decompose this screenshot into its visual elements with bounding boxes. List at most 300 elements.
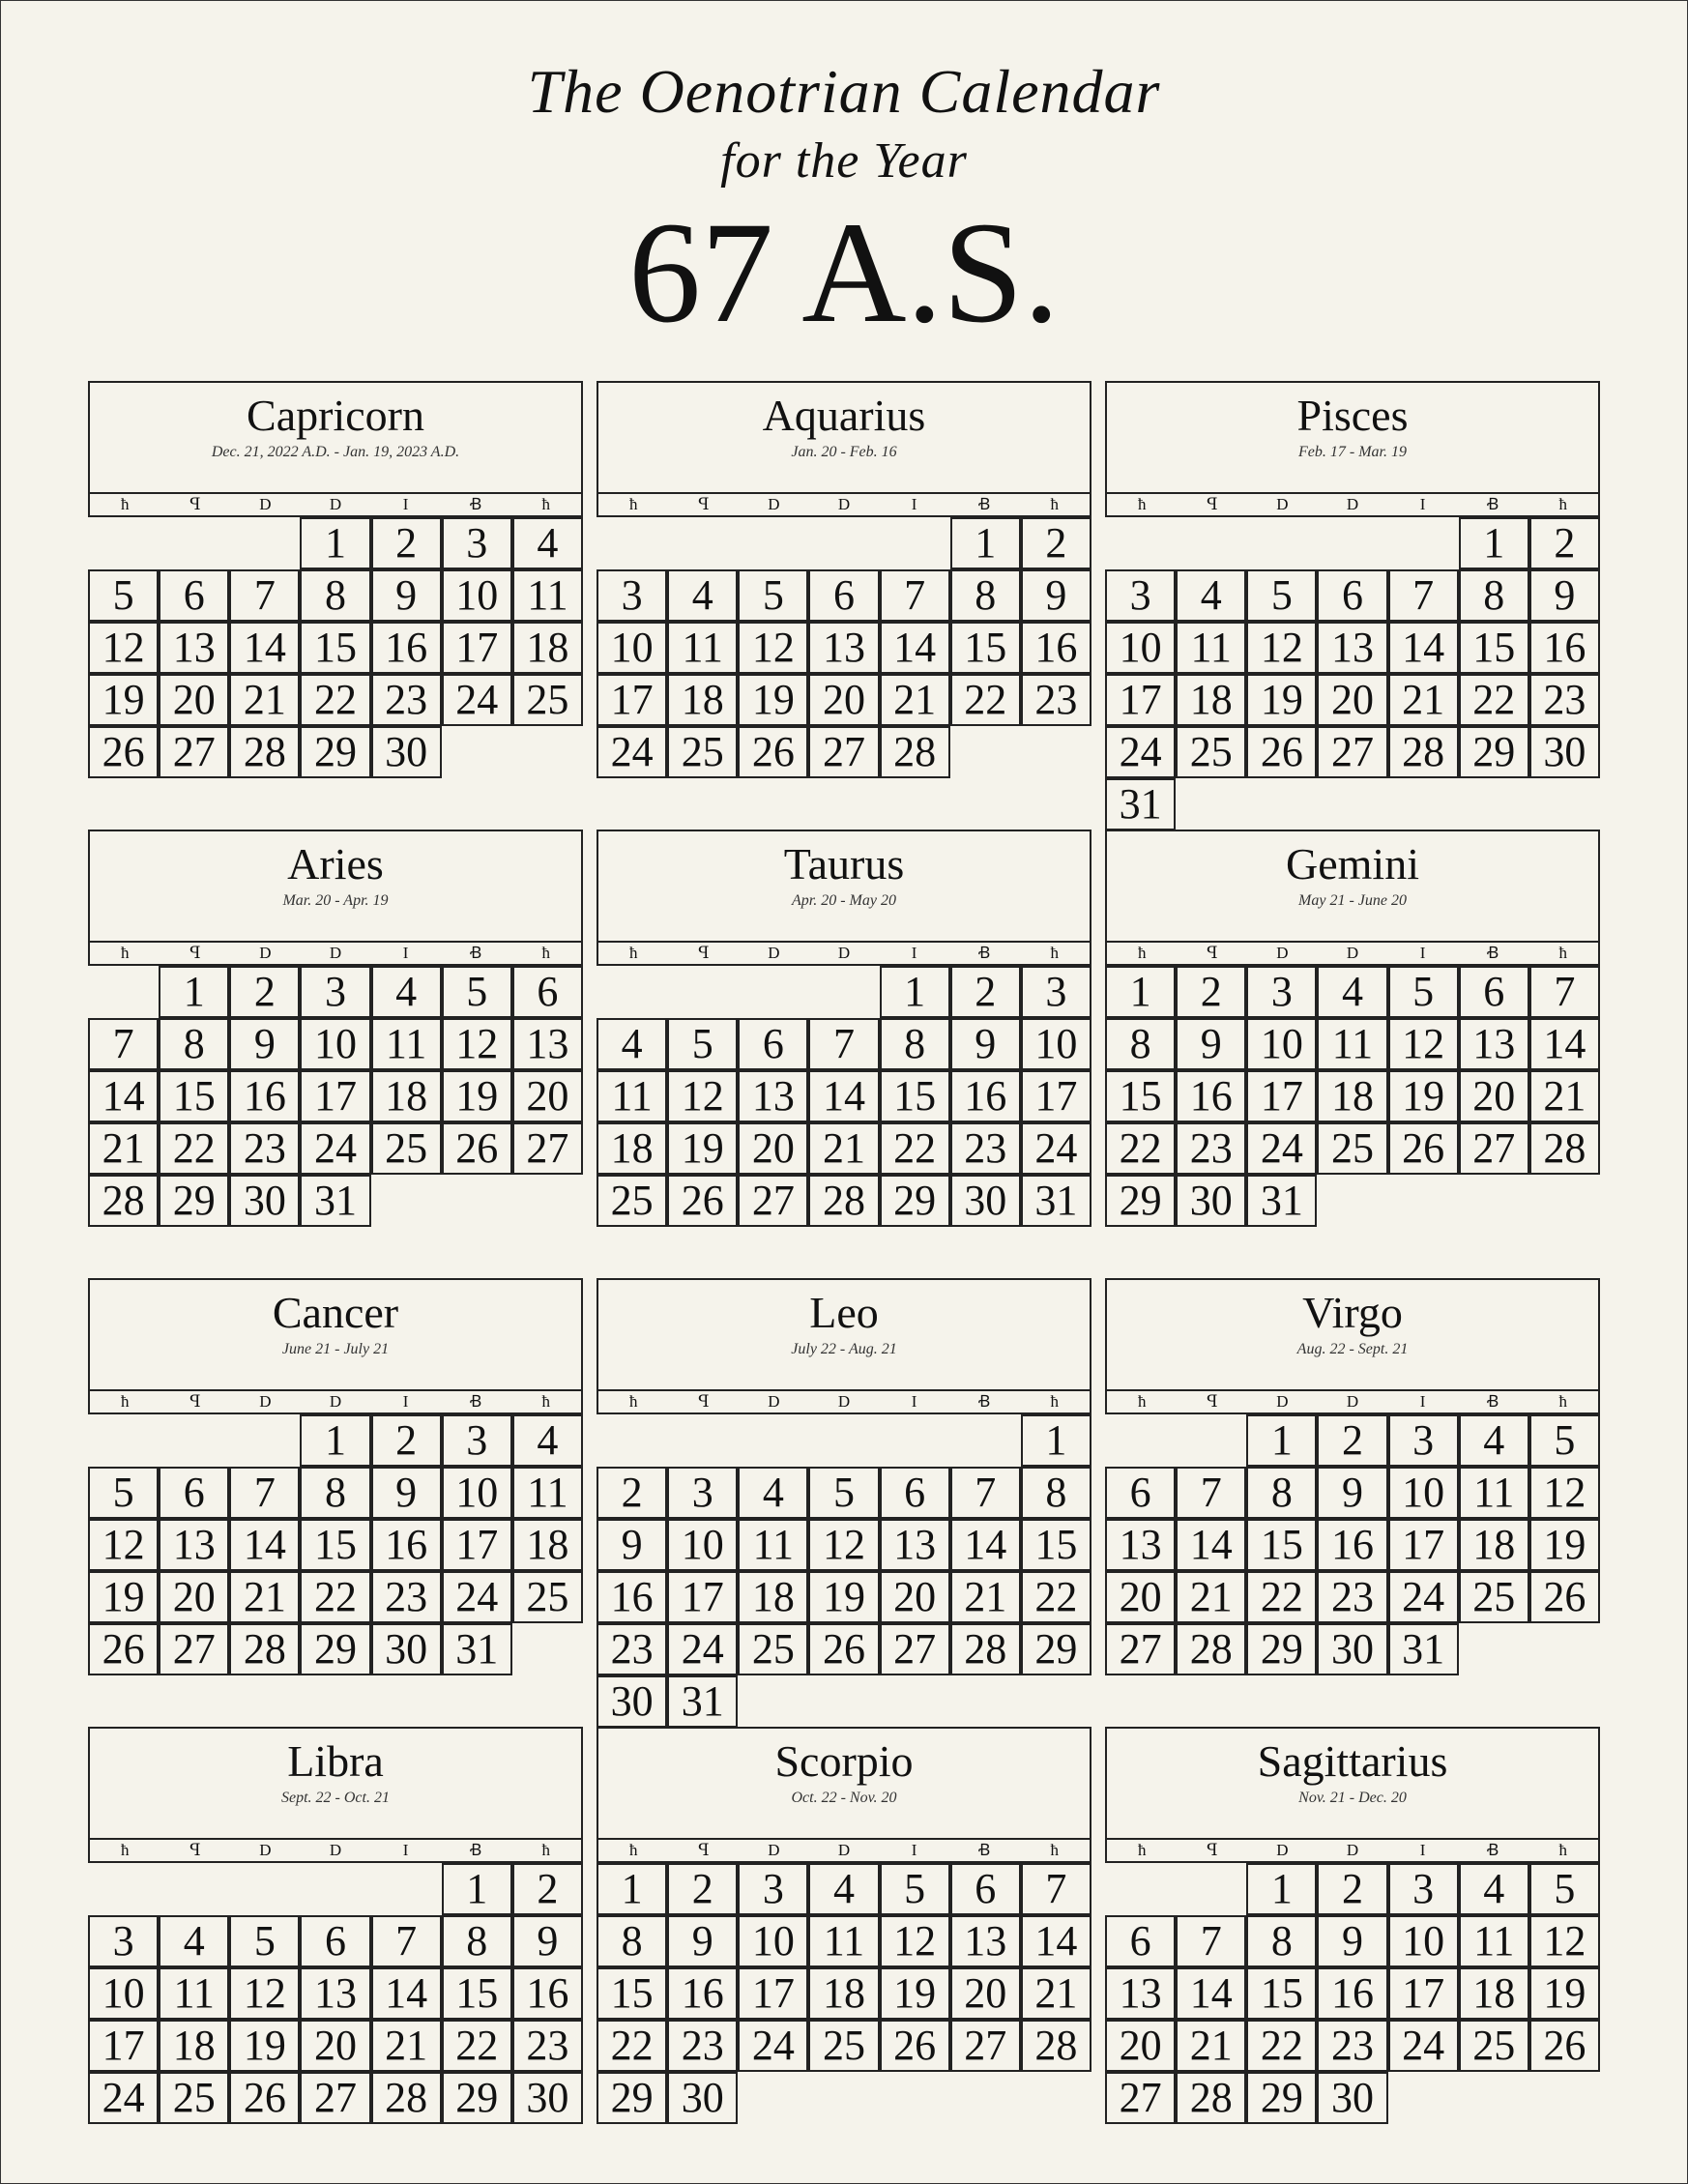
weekday-label: ħ (1558, 1841, 1567, 1859)
day-cell: 21 (1529, 1070, 1600, 1122)
day-cell: 2 (597, 1467, 667, 1519)
day-cell: 26 (1529, 2020, 1600, 2072)
day-cell: 2 (1317, 1414, 1387, 1467)
day-cell: 18 (1459, 1519, 1529, 1571)
day-cell: 25 (738, 1623, 808, 1675)
month-name: Aquarius (762, 391, 926, 440)
weekday-label: Ꞗ (1487, 1841, 1499, 1859)
day-cell: 30 (371, 726, 442, 778)
weekday-header-row (88, 941, 583, 966)
weekday-header-row (597, 941, 1091, 966)
day-cell: 9 (1529, 569, 1600, 622)
day-grid (1105, 517, 1600, 828)
weekday-label: D (1346, 1392, 1359, 1411)
day-cell: 29 (300, 726, 370, 778)
day-cell: 30 (1317, 1623, 1387, 1675)
day-cell: 15 (1021, 1519, 1091, 1571)
day-cell: 1 (1459, 517, 1529, 569)
day-cell: 29 (1105, 1175, 1176, 1227)
day-cell: 25 (597, 1175, 667, 1227)
day-cell: 2 (1317, 1863, 1387, 1915)
day-cell: 16 (1529, 622, 1600, 674)
day-cell: 22 (1246, 2020, 1317, 2072)
month-header (597, 830, 1091, 941)
day-cell: 26 (808, 1623, 879, 1675)
weekday-label: D (329, 495, 342, 513)
day-cell: 16 (950, 1070, 1021, 1122)
weekday-label: D (1276, 1841, 1289, 1859)
day-cell: 22 (300, 1571, 370, 1623)
day-cell: 14 (1529, 1018, 1600, 1070)
month-name: Cancer (272, 1288, 399, 1337)
day-cell: 13 (1317, 622, 1387, 674)
day-cell: 12 (1246, 622, 1317, 674)
day-cell: 9 (512, 1915, 583, 1967)
day-cell: 22 (442, 2020, 512, 2072)
day-cell: 6 (1105, 1915, 1176, 1967)
day-cell: 19 (88, 1571, 159, 1623)
day-cell: 17 (597, 674, 667, 726)
day-cell: 17 (300, 1070, 370, 1122)
day-cell: 5 (1246, 569, 1317, 622)
day-cell: 4 (667, 569, 738, 622)
day-cell: 25 (512, 674, 583, 726)
month-header (597, 1278, 1091, 1389)
day-cell: 29 (880, 1175, 950, 1227)
day-cell: 29 (159, 1175, 229, 1227)
day-cell: 11 (1176, 622, 1246, 674)
weekday-label: ħ (1558, 1392, 1567, 1411)
day-cell: 10 (300, 1018, 370, 1070)
weekday-label: D (768, 1841, 780, 1859)
day-cell: 4 (1317, 966, 1387, 1018)
weekday-label: I (402, 495, 409, 513)
day-cell: 30 (1176, 1175, 1246, 1227)
month-date-range: May 21 - June 20 (1298, 892, 1407, 909)
day-cell: 27 (1105, 2072, 1176, 2124)
weekday-label: ꟼ (189, 944, 201, 962)
day-cell: 7 (229, 569, 300, 622)
day-cell: 9 (597, 1519, 667, 1571)
day-cell: 15 (300, 1519, 370, 1571)
day-cell: 9 (371, 569, 442, 622)
month-header (1105, 830, 1600, 941)
day-cell: 17 (1105, 674, 1176, 726)
day-cell: 4 (1459, 1863, 1529, 1915)
day-cell: 6 (808, 569, 879, 622)
day-cell: 7 (1176, 1467, 1246, 1519)
day-cell: 28 (229, 1623, 300, 1675)
day-cell: 15 (597, 1967, 667, 2020)
weekday-label: ħ (1138, 1841, 1147, 1859)
day-cell: 13 (1105, 1967, 1176, 2020)
weekday-label: D (837, 1392, 851, 1411)
day-cell: 14 (808, 1070, 879, 1122)
day-cell: 23 (1317, 2020, 1387, 2072)
day-cell: 9 (229, 1018, 300, 1070)
day-cell: 6 (1317, 569, 1387, 622)
day-cell: 20 (880, 1571, 950, 1623)
day-cell: 18 (667, 674, 738, 726)
day-cell: 12 (1388, 1018, 1459, 1070)
day-cell: 30 (512, 2072, 583, 2124)
day-cell: 24 (738, 2020, 808, 2072)
day-cell: 31 (667, 1675, 738, 1728)
month-aquarius (597, 381, 1091, 778)
day-cell: 20 (1105, 2020, 1176, 2072)
day-cell: 14 (1176, 1519, 1246, 1571)
day-cell: 14 (1021, 1915, 1091, 1967)
month-cancer (88, 1278, 583, 1675)
day-cell: 16 (371, 1519, 442, 1571)
calendar-title: The Oenotrian Calendar (527, 57, 1161, 126)
weekday-label: D (259, 1392, 272, 1411)
day-cell: 20 (738, 1122, 808, 1175)
month-header (1105, 1278, 1600, 1389)
day-cell: 31 (300, 1175, 370, 1227)
weekday-label: I (911, 1392, 917, 1411)
day-cell: 7 (1021, 1863, 1091, 1915)
day-cell: 24 (1388, 1571, 1459, 1623)
day-cell: 25 (371, 1122, 442, 1175)
weekday-label: D (1276, 495, 1289, 513)
day-cell: 28 (371, 2072, 442, 2124)
day-cell: 13 (950, 1915, 1021, 1967)
day-cell: 30 (667, 2072, 738, 2124)
day-cell: 27 (512, 1122, 583, 1175)
weekday-label: ꟼ (1207, 944, 1218, 962)
day-cell: 18 (597, 1122, 667, 1175)
day-cell: 4 (159, 1915, 229, 1967)
day-cell: 10 (442, 569, 512, 622)
day-cell: 17 (667, 1571, 738, 1623)
day-cell: 7 (229, 1467, 300, 1519)
month-name: Aries (287, 839, 384, 888)
day-cell: 19 (808, 1571, 879, 1623)
day-cell: 27 (1459, 1122, 1529, 1175)
day-cell: 4 (512, 517, 583, 569)
day-cell: 16 (512, 1967, 583, 2020)
day-cell: 3 (597, 569, 667, 622)
day-cell: 6 (1459, 966, 1529, 1018)
day-cell: 26 (442, 1122, 512, 1175)
weekday-header-row (88, 1838, 583, 1863)
weekday-label: Ꞗ (470, 1841, 482, 1859)
weekday-label: ꟼ (1207, 495, 1218, 513)
day-cell: 18 (738, 1571, 808, 1623)
day-cell: 10 (1388, 1915, 1459, 1967)
day-cell: 22 (597, 2020, 667, 2072)
day-cell: 10 (1105, 622, 1176, 674)
weekday-label: ħ (629, 944, 638, 962)
day-cell: 15 (1246, 1519, 1317, 1571)
weekday-label: ħ (121, 1841, 130, 1859)
day-cell: 21 (1388, 674, 1459, 726)
month-taurus (597, 830, 1091, 1227)
day-cell: 27 (159, 1623, 229, 1675)
day-cell: 26 (229, 2072, 300, 2124)
day-grid (1105, 1414, 1600, 1675)
month-date-range: Apr. 20 - May 20 (792, 892, 896, 909)
day-cell: 3 (1246, 966, 1317, 1018)
day-cell: 19 (880, 1967, 950, 2020)
day-cell: 19 (229, 2020, 300, 2072)
day-cell: 13 (738, 1070, 808, 1122)
day-cell: 14 (950, 1519, 1021, 1571)
day-cell: 5 (1388, 966, 1459, 1018)
day-cell: 13 (512, 1018, 583, 1070)
day-cell: 9 (1317, 1467, 1387, 1519)
day-cell: 30 (950, 1175, 1021, 1227)
day-cell: 6 (512, 966, 583, 1018)
day-cell: 6 (950, 1863, 1021, 1915)
day-cell: 12 (738, 622, 808, 674)
weekday-label: ħ (629, 495, 638, 513)
calendar-year: 67 A.S. (628, 192, 1060, 353)
day-grid (1105, 966, 1600, 1227)
month-date-range: Dec. 21, 2022 A.D. - Jan. 19, 2023 A.D. (211, 444, 460, 460)
day-cell: 10 (1246, 1018, 1317, 1070)
weekday-label: ꟼ (698, 495, 710, 513)
day-cell: 3 (88, 1915, 159, 1967)
day-cell: 9 (667, 1915, 738, 1967)
day-cell: 16 (371, 622, 442, 674)
day-cell: 26 (667, 1175, 738, 1227)
weekday-header-row (88, 492, 583, 517)
day-cell: 18 (512, 1519, 583, 1571)
day-cell: 24 (442, 674, 512, 726)
day-cell: 26 (738, 726, 808, 778)
weekday-label: D (837, 944, 851, 962)
day-cell: 11 (512, 1467, 583, 1519)
day-cell: 20 (512, 1070, 583, 1122)
day-cell: 15 (880, 1070, 950, 1122)
day-cell: 24 (1105, 726, 1176, 778)
day-cell: 28 (808, 1175, 879, 1227)
weekday-label: ꟼ (189, 1841, 201, 1859)
weekday-label: ħ (1138, 1392, 1147, 1411)
day-cell: 17 (1388, 1519, 1459, 1571)
day-cell: 27 (808, 726, 879, 778)
day-cell: 8 (1246, 1915, 1317, 1967)
day-cell: 16 (667, 1967, 738, 2020)
weekday-label: ħ (1558, 495, 1567, 513)
day-cell: 31 (1105, 778, 1176, 830)
day-cell: 21 (229, 674, 300, 726)
day-grid (88, 1863, 583, 2124)
day-cell: 1 (159, 966, 229, 1018)
day-cell: 31 (442, 1623, 512, 1675)
day-cell: 11 (159, 1967, 229, 2020)
day-cell: 4 (597, 1018, 667, 1070)
month-date-range: July 22 - Aug. 21 (791, 1341, 897, 1357)
day-cell: 10 (88, 1967, 159, 2020)
day-cell: 25 (808, 2020, 879, 2072)
day-cell: 14 (880, 622, 950, 674)
day-cell: 26 (88, 1623, 159, 1675)
month-date-range: Feb. 17 - Mar. 19 (1298, 444, 1407, 460)
weekday-header-row (597, 492, 1091, 517)
day-cell: 29 (1021, 1623, 1091, 1675)
day-cell: 2 (1529, 517, 1600, 569)
weekday-label: Ꞗ (1487, 495, 1499, 513)
day-cell: 25 (667, 726, 738, 778)
day-cell: 8 (159, 1018, 229, 1070)
day-cell: 20 (950, 1967, 1021, 2020)
month-date-range: Mar. 20 - Apr. 19 (282, 892, 389, 909)
weekday-label: Ꞗ (978, 1392, 991, 1411)
weekday-label: Ꞗ (470, 944, 482, 962)
day-cell: 4 (512, 1414, 583, 1467)
day-cell: 31 (1246, 1175, 1317, 1227)
day-cell: 18 (371, 1070, 442, 1122)
day-cell: 25 (1317, 1122, 1387, 1175)
month-date-range: Sept. 22 - Oct. 21 (281, 1790, 390, 1806)
day-cell: 8 (597, 1915, 667, 1967)
day-cell: 21 (880, 674, 950, 726)
weekday-label: ħ (541, 944, 550, 962)
day-cell: 14 (371, 1967, 442, 2020)
day-cell: 3 (667, 1467, 738, 1519)
weekday-label: ħ (1558, 944, 1567, 962)
day-cell: 23 (950, 1122, 1021, 1175)
day-cell: 25 (159, 2072, 229, 2124)
day-cell: 14 (1388, 622, 1459, 674)
day-cell: 10 (597, 622, 667, 674)
day-cell: 9 (1317, 1915, 1387, 1967)
day-cell: 22 (1021, 1571, 1091, 1623)
weekday-label: ħ (121, 944, 130, 962)
weekday-label: D (1276, 1392, 1289, 1411)
day-cell: 11 (667, 622, 738, 674)
day-cell: 5 (88, 569, 159, 622)
weekday-label: I (1419, 495, 1426, 513)
day-cell: 21 (88, 1122, 159, 1175)
day-cell: 3 (1388, 1863, 1459, 1915)
day-cell: 4 (738, 1467, 808, 1519)
day-cell: 2 (1021, 517, 1091, 569)
day-cell: 20 (1459, 1070, 1529, 1122)
weekday-label: D (768, 495, 780, 513)
day-cell: 29 (442, 2072, 512, 2124)
day-cell: 8 (1021, 1467, 1091, 1519)
weekday-label: ħ (1050, 1392, 1059, 1411)
day-cell: 13 (808, 622, 879, 674)
day-cell: 24 (1021, 1122, 1091, 1175)
day-cell: 10 (1388, 1467, 1459, 1519)
day-cell: 12 (667, 1070, 738, 1122)
day-cell: 22 (1105, 1122, 1176, 1175)
month-date-range: Jan. 20 - Feb. 16 (791, 444, 897, 460)
day-cell: 2 (371, 517, 442, 569)
day-cell: 11 (1459, 1915, 1529, 1967)
month-name: Taurus (783, 839, 905, 888)
day-cell: 24 (88, 2072, 159, 2124)
weekday-label: D (259, 1841, 272, 1859)
day-cell: 22 (300, 674, 370, 726)
day-cell: 5 (808, 1467, 879, 1519)
day-cell: 8 (1459, 569, 1529, 622)
day-cell: 11 (808, 1915, 879, 1967)
day-cell: 21 (1021, 1967, 1091, 2020)
day-cell: 19 (738, 674, 808, 726)
day-cell: 19 (1388, 1070, 1459, 1122)
day-cell: 9 (1176, 1018, 1246, 1070)
day-cell: 29 (1246, 2072, 1317, 2124)
day-cell: 12 (88, 622, 159, 674)
weekday-label: D (259, 495, 272, 513)
day-cell: 7 (88, 1018, 159, 1070)
day-cell: 13 (1105, 1519, 1176, 1571)
day-cell: 18 (512, 622, 583, 674)
weekday-header-row (88, 1389, 583, 1414)
day-cell: 19 (1529, 1967, 1600, 2020)
day-cell: 25 (1459, 2020, 1529, 2072)
day-cell: 28 (229, 726, 300, 778)
day-cell: 24 (442, 1571, 512, 1623)
day-cell: 19 (88, 674, 159, 726)
day-cell: 11 (738, 1519, 808, 1571)
day-cell: 5 (667, 1018, 738, 1070)
day-cell: 17 (1021, 1070, 1091, 1122)
weekday-label: ꟼ (698, 1392, 710, 1411)
day-grid (597, 1414, 1091, 1725)
day-cell: 14 (229, 1519, 300, 1571)
day-cell: 17 (1246, 1070, 1317, 1122)
day-cell: 27 (738, 1175, 808, 1227)
day-cell: 9 (371, 1467, 442, 1519)
weekday-label: I (1419, 1841, 1426, 1859)
day-cell: 19 (1529, 1519, 1600, 1571)
weekday-label: Ꞗ (470, 495, 482, 513)
day-cell: 3 (442, 517, 512, 569)
day-cell: 11 (371, 1018, 442, 1070)
weekday-label: ħ (541, 495, 550, 513)
day-cell: 18 (159, 2020, 229, 2072)
day-cell: 12 (1529, 1467, 1600, 1519)
weekday-header-row (1105, 492, 1600, 517)
day-cell: 21 (1176, 2020, 1246, 2072)
weekday-label: ħ (541, 1392, 550, 1411)
month-gemini (1105, 830, 1600, 1227)
day-cell: 4 (371, 966, 442, 1018)
day-cell: 2 (1176, 966, 1246, 1018)
day-grid (88, 1414, 583, 1675)
weekday-label: D (1276, 944, 1289, 962)
day-cell: 5 (229, 1915, 300, 1967)
day-cell: 11 (597, 1070, 667, 1122)
day-cell: 25 (1459, 1571, 1529, 1623)
day-cell: 24 (300, 1122, 370, 1175)
day-cell: 1 (1246, 1414, 1317, 1467)
day-cell: 6 (159, 569, 229, 622)
day-cell: 7 (808, 1018, 879, 1070)
day-grid (597, 1863, 1091, 2124)
day-cell: 28 (1021, 2020, 1091, 2072)
day-cell: 5 (1529, 1414, 1600, 1467)
day-cell: 28 (1529, 1122, 1600, 1175)
day-cell: 1 (300, 517, 370, 569)
weekday-label: D (329, 1392, 342, 1411)
day-cell: 27 (1105, 1623, 1176, 1675)
day-cell: 3 (1021, 966, 1091, 1018)
month-header (597, 381, 1091, 492)
weekday-label: Ꞗ (978, 495, 991, 513)
month-virgo (1105, 1278, 1600, 1675)
month-libra (88, 1727, 583, 2124)
day-cell: 11 (1459, 1467, 1529, 1519)
day-cell: 23 (1176, 1122, 1246, 1175)
